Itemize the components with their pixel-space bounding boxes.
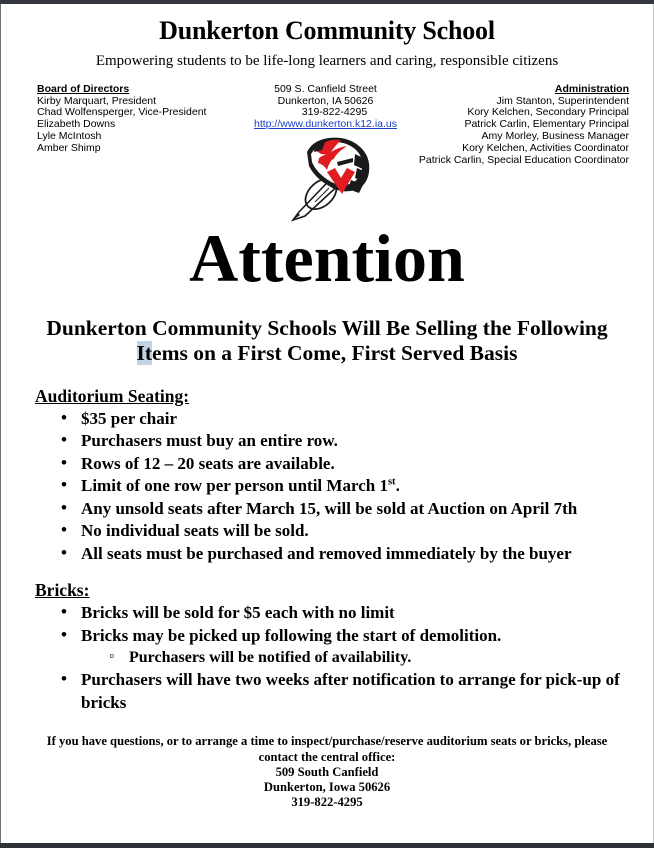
auditorium-seating-list	[35, 408, 631, 566]
list-item-text: Purchasers will have two weeks after notification to arrange for pick-up of bricks	[81, 670, 620, 712]
board-member: Kirby Marquart, President	[37, 94, 157, 107]
admin-member: Kory Kelchen, Secondary Principal	[467, 106, 629, 119]
flyer-page	[1, 4, 653, 843]
address-city-state-zip: Dunkerton, IA 50626	[277, 94, 374, 107]
footer-contact	[1, 734, 653, 810]
admin-member: Patrick Carlin, Elementary Principal	[464, 118, 629, 131]
board-member: Chad Wolfensperger, Vice-President	[37, 106, 207, 119]
header-contact-row	[1, 84, 653, 167]
ordinal-suffix: st	[387, 476, 396, 488]
administration-heading: Administration	[554, 82, 629, 95]
list-item-text: Any unsold seats after March 15, will be sold at Auction on April 7th	[81, 498, 578, 518]
list-item-text: Limit of one row per person until March 1	[81, 476, 388, 496]
section-spacer	[35, 565, 631, 580]
list-item-text: $35 per chair	[81, 408, 178, 428]
subheading-line-1: Dunkerton Community Schools Will Be Selling the Following	[46, 315, 608, 340]
section-heading: Auditorium Seating:	[35, 385, 190, 406]
list-item	[59, 602, 631, 625]
footer-line-4: Dunkerton, Iowa 50626	[263, 780, 391, 795]
board-member: Amber Shimp	[37, 142, 101, 155]
address-phone: 319-822-4295	[301, 106, 368, 119]
board-of-directors-block	[37, 84, 247, 155]
administration-block	[404, 84, 629, 167]
list-item	[59, 543, 631, 566]
list-item-text-suffix: .	[395, 476, 400, 496]
list-item	[59, 669, 631, 714]
subheading	[27, 316, 627, 366]
footer-line-2: contact the central office:	[258, 749, 396, 764]
scan-bottom-edge	[0, 843, 654, 848]
body-sections	[1, 386, 653, 715]
list-item	[59, 625, 631, 670]
list-item-text: Bricks will be sold for $5 each with no limit	[81, 603, 395, 623]
address-block	[247, 84, 404, 132]
list-item	[59, 498, 631, 521]
footer-line-1: If you have questions, or to arrange a time to inspect/purchase/reserve auditorium seats or bricks, please	[46, 734, 608, 749]
bricks-list	[35, 602, 631, 714]
section-heading: Bricks:	[35, 580, 90, 601]
list-item	[59, 453, 631, 476]
list-item-text: All seats must be purchased and removed immediately by the buyer	[81, 543, 572, 563]
list-item	[59, 408, 631, 431]
list-item	[59, 520, 631, 543]
sub-list-item	[107, 647, 631, 669]
list-item-text: Purchasers must buy an entire row.	[81, 431, 338, 451]
bricks-sub-list	[81, 647, 631, 669]
school-motto: Empowering students to be life-long learners and caring, responsible citizens	[95, 52, 559, 69]
admin-member: Kory Kelchen, Activities Coordinator	[462, 142, 629, 155]
board-member: Elizabeth Downs	[37, 118, 116, 131]
attention-heading: Attention	[189, 219, 465, 296]
school-website-link[interactable]: http://www.dunkerton.k12.ia.us	[254, 118, 397, 131]
subheading-line-2: ems on a First Come, First Served Basis	[152, 340, 518, 365]
board-member: Lyle McIntosh	[37, 130, 102, 143]
section-bricks	[35, 580, 631, 714]
list-item-text: No individual seats will be sold.	[81, 521, 309, 541]
list-item-text: Bricks may be picked up following the start of demolition.	[81, 625, 502, 645]
admin-member: Amy Morley, Business Manager	[481, 130, 629, 143]
list-item	[59, 430, 631, 453]
footer-line-3: 509 South Canfield	[275, 764, 379, 779]
footer-line-5: 319-822-4295	[291, 795, 363, 810]
admin-member: Patrick Carlin, Special Education Coordinator	[418, 154, 629, 167]
section-auditorium-seating	[35, 386, 631, 566]
address-street: 509 S. Canfield Street	[274, 82, 377, 95]
subheading-highlight: It	[136, 340, 153, 365]
board-of-directors-heading: Board of Directors	[37, 82, 130, 95]
admin-member: Jim Stanton, Superintendent	[496, 94, 629, 107]
school-title: Dunkerton Community School	[159, 16, 495, 45]
list-item	[59, 475, 631, 498]
sub-list-item-text: Purchasers will be notified of availability.	[129, 649, 412, 667]
list-item-text: Rows of 12 – 20 seats are available.	[81, 453, 335, 473]
